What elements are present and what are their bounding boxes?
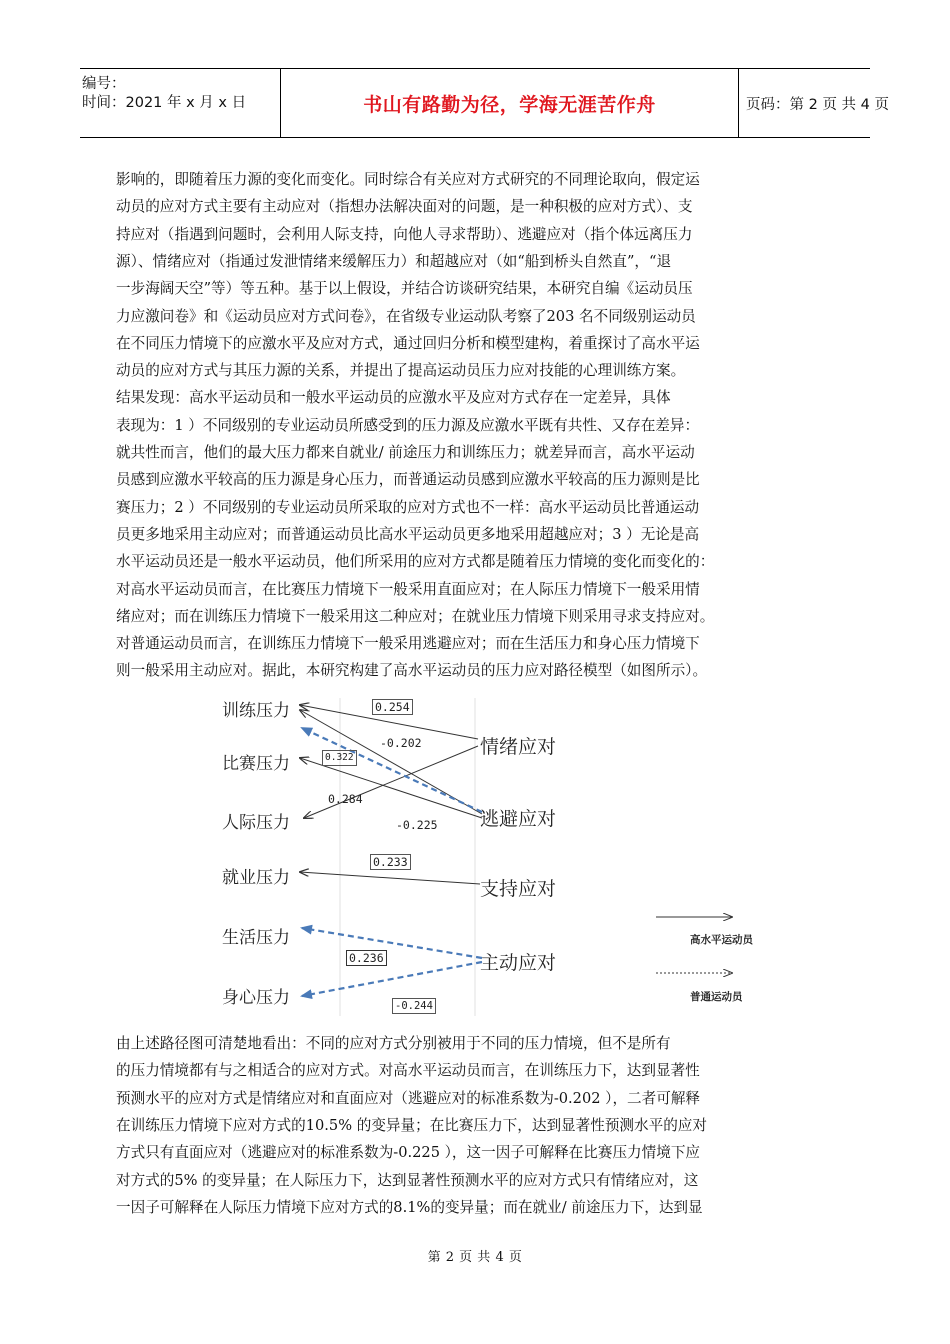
- stressor-interpersonal: 人际压力: [222, 813, 290, 833]
- text-line: 由上述路径图可清楚地看出：不同的应对方式分别被用于不同的压力情境，但不是所有: [116, 1035, 671, 1052]
- text-line: 水平运动员还是一般水平运动员，他们所采用的应对方式都是随着压力情境的变化而变化的：: [116, 553, 715, 571]
- text-line: 对普通运动员而言，在训练压力情境下一般采用逃避应对；而在生活压力和身心压力情境下: [116, 635, 700, 653]
- text-line: 在训练压力情境下应对方式的10.5% 的变异量；在比赛压力下，达到显著性预测水平的应对: [116, 1116, 707, 1134]
- text-line: 力应激问卷》和《运动员应对方式问卷》，在省级专业运动队考察了203 名不同级别运动员: [116, 307, 696, 325]
- stressor-life: 生活压力: [222, 928, 290, 948]
- coping-support: 支持应对: [480, 878, 557, 900]
- date-label: 时间：2021 年 x 月 x 日: [82, 95, 247, 111]
- document-header: [80, 68, 889, 138]
- stressor-training: 训练压力: [222, 701, 290, 721]
- text-line: 就共性而言，他们的最大压力都来自就业/ 前途压力和训练压力；就差异而言，高水平运动: [116, 444, 695, 461]
- text-line: 源）、情绪应对（指通过发泄情绪来缓解压力）和超越应对（如“船到桥头自然直”，“退: [116, 252, 672, 270]
- coef-label: 0.254: [372, 699, 413, 715]
- coping-emotion: 情绪应对: [480, 736, 557, 758]
- text-line: 方式只有直面应对（逃避应对的标准系数为-0.225 ），这一因子可解释在比赛压力情境下应: [116, 1144, 701, 1162]
- coef-label: 0.236: [346, 950, 387, 966]
- header-motto: 书山有路勤为径，学海无涯苦作舟: [280, 69, 739, 137]
- stress-coping-path-diagram: [200, 694, 800, 1020]
- header-page-label: 页码：第 2 页 共 4 页: [746, 96, 889, 113]
- text-line: 绪应对；而在训练压力情境下一般采用这二种应对；在就业压力情境下则采用寻求支持应对。: [116, 607, 715, 625]
- text-line: 结果发现：高水平运动员和一般水平运动员的应激水平及应对方式存在一定差异，具体: [116, 389, 671, 407]
- text-line: 动员的应对方式主要有主动应对（指想办法解决面对的问题，是一种积极的应对方式）、支: [116, 198, 693, 216]
- legend-normal: 普通运动员: [690, 991, 743, 1003]
- stressor-employment: 就业压力: [222, 868, 290, 888]
- path-active-life: [302, 928, 482, 958]
- coef-label: -0.244: [392, 998, 436, 1014]
- coef-label: -0.202: [380, 736, 422, 750]
- coef-label: 0.322: [322, 750, 357, 766]
- text-line: 员感到应激水平较高的压力源是身心压力，而普通运动员感到应激水平较高的压力源则是比: [116, 471, 700, 489]
- text-line: 影响的，即随着压力源的变化而变化。同时综合有关应对方式研究的不同理论取向，假定运: [116, 171, 700, 188]
- coef-label: 0.284: [328, 792, 363, 806]
- path-support-employment: [300, 872, 480, 884]
- text-line: 对高水平运动员而言，在比赛压力情境下一般采用直面应对；在人际压力情境下一般采用情: [116, 580, 700, 598]
- text-line: 预测水平的应对方式是情绪应对和直面应对（逃避应对的标准系数为-0.202 ），二者可解释: [116, 1089, 701, 1107]
- text-line: 动员的应对方式与其压力源的关系，并提出了提高运动员压力应对技能的心理训练方案。: [116, 362, 686, 380]
- stressor-physmental: 身心压力: [222, 988, 290, 1008]
- number-label: 编号：: [82, 76, 126, 92]
- text-line: 则一般采用主动应对。据此，本研究构建了高水平运动员的压力应对路径模型（如图所示）。: [116, 662, 708, 680]
- text-line: 的压力情境都有与之相适合的应对方式。对高水平运动员而言，在训练压力下，达到显著性: [116, 1062, 700, 1080]
- coef-label: 0.233: [370, 854, 411, 870]
- header-meta: [80, 69, 280, 137]
- path-active-physmental: [302, 962, 482, 996]
- legend-high-level: 高水平运动员: [690, 934, 753, 946]
- text-line: 一因子可解释在人际压力情境下应对方式的8.1%的变异量；而在就业/ 前途压力下，达到显: [116, 1198, 703, 1216]
- text-line: 对方式的5% 的变异量；在人际压力下，达到显著性预测水平的应对方式只有情绪应对，这: [116, 1171, 699, 1189]
- page-footer: 第 2 页 共 4 页: [427, 1250, 523, 1265]
- text-line: 在不同压力情境下的应激水平及应对方式，通过回归分析和模型建构，着重探讨了高水平运: [116, 334, 700, 352]
- text-line: 赛压力；2 ）不同级别的专业运动员所采取的应对方式也不一样：高水平运动员比普通运动: [116, 498, 700, 516]
- coef-label: -0.225: [396, 818, 438, 832]
- text-line: 表现为：1 ）不同级别的专业运动员所感受到的压力源及应激水平既有共性、又存在差异：: [116, 416, 700, 434]
- text-line: 员更多地采用主动应对；而普通运动员比高水平运动员更多地采用超越应对；3 ）无论是高: [116, 525, 700, 543]
- coping-avoidance: 逃避应对: [480, 808, 557, 830]
- stressor-competition: 比赛压力: [222, 754, 290, 774]
- coping-active: 主动应对: [480, 952, 557, 974]
- path-avoid-competition: [300, 758, 482, 818]
- text-line: 持应对（指遇到问题时，会利用人际支持，向他人寻求帮助）、逃避应对（指个体远离压力: [116, 225, 693, 243]
- text-line: 一步海阔天空”等）等五种。基于以上假设，并结合访谈研究结果，本研究自编《运动员压: [116, 280, 693, 298]
